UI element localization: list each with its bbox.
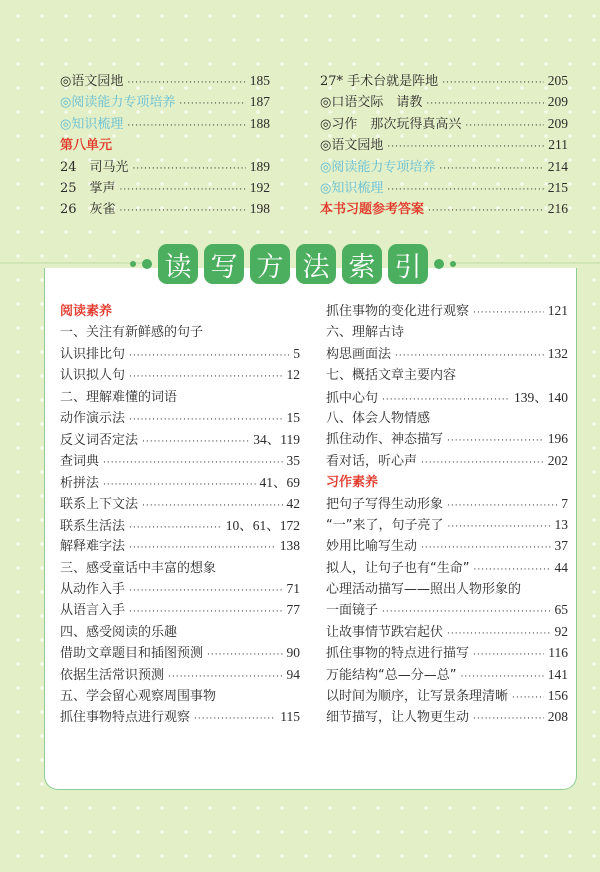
toc-entry[interactable]	[60, 599, 300, 620]
entry-page: 187	[249, 94, 270, 110]
dot-leader	[473, 714, 544, 724]
decorative-dot	[130, 261, 136, 267]
entry-page: 71	[286, 581, 300, 597]
dot-leader	[442, 78, 544, 88]
entry-page: 115	[280, 709, 300, 725]
toc-entry[interactable]	[60, 198, 270, 219]
title-character-tile: 引	[388, 244, 428, 284]
entry-page: 208	[547, 709, 568, 725]
dot-leader	[129, 586, 282, 596]
entry-page: 216	[547, 201, 568, 217]
toc-entry[interactable]	[326, 386, 568, 407]
toc-entry[interactable]	[326, 321, 568, 342]
entry-page: 185	[249, 73, 270, 88]
toc-entry[interactable]	[326, 578, 568, 599]
entry-page: 12	[286, 367, 300, 383]
toc-entry[interactable]	[326, 364, 568, 385]
entry-page: 198	[249, 201, 270, 217]
toc-entry[interactable]	[320, 91, 568, 112]
toc-entry[interactable]	[326, 642, 568, 663]
entry-label: ◎语文园地	[320, 138, 384, 154]
entry-label: 动作演示法	[60, 410, 126, 426]
entry-label: 抓住事物的特点进行描写	[326, 646, 470, 662]
entry-label: ◎语文园地	[60, 74, 124, 89]
entry-page: 44	[554, 559, 568, 575]
entry-page: 132	[547, 345, 568, 361]
toc-entry[interactable]	[326, 685, 568, 706]
dot-leader	[103, 458, 282, 468]
entry-label: 以时间为顺序，让写景条理清晰	[326, 689, 509, 705]
toc-entry[interactable]	[60, 113, 270, 134]
dot-leader	[129, 351, 289, 361]
entry-label: 看对话，听心声	[326, 453, 418, 469]
toc-entry[interactable]	[320, 70, 568, 91]
toc-entry[interactable]	[320, 177, 568, 198]
entry-page: 196	[547, 431, 568, 447]
entry-page: 209	[547, 94, 568, 110]
dot-leader	[127, 78, 245, 88]
toc-entry[interactable]	[326, 706, 568, 727]
entry-label: 联系上下文法	[60, 496, 139, 512]
toc-entry[interactable]	[326, 407, 568, 428]
title-character-tile: 索	[342, 244, 382, 284]
dot-leader	[439, 164, 543, 174]
decorative-dot	[142, 259, 152, 269]
toc-entry[interactable]	[326, 621, 568, 642]
entry-page: 35	[286, 452, 300, 468]
dot-leader	[460, 672, 543, 682]
title-character-tile: 写	[204, 244, 244, 284]
entry-label: 八、体会人物情感	[326, 410, 431, 426]
toc-entry[interactable]	[60, 471, 300, 492]
dot-leader	[207, 650, 282, 660]
toc-entry[interactable]	[326, 535, 568, 556]
entry-label: 习作素养	[326, 475, 379, 491]
toc-column-right	[320, 70, 568, 220]
toc-entry[interactable]	[60, 685, 300, 706]
entry-label: 借助文章题目和插图预测	[60, 646, 204, 662]
toc-entry[interactable]	[60, 428, 300, 449]
decorative-dot	[450, 261, 456, 267]
toc-entry[interactable]	[60, 514, 300, 535]
toc-entry[interactable]	[320, 198, 568, 219]
entry-label: 析拼法	[60, 476, 100, 492]
entry-label: 妙用比喻写生动	[326, 539, 418, 555]
dot-leader	[129, 415, 282, 425]
entry-label: 让故事情节跌宕起伏	[326, 624, 444, 640]
toc-entry[interactable]	[60, 621, 300, 642]
entry-page: 189	[249, 158, 270, 174]
entry-label: 五、学会留心观察周围事物	[60, 689, 217, 705]
dot-leader	[179, 99, 245, 109]
toc-entry[interactable]	[60, 386, 300, 407]
dot-leader	[426, 99, 543, 109]
toc-entry[interactable]	[60, 156, 270, 177]
index-column-left	[60, 300, 300, 728]
toc-entry[interactable]	[60, 177, 270, 198]
entry-page: 42	[286, 495, 300, 511]
entry-label: 反义词否定法	[60, 433, 139, 449]
entry-page: 92	[554, 623, 568, 639]
dot-leader	[168, 672, 282, 682]
toc-entry[interactable]	[60, 706, 300, 727]
entry-page: 37	[554, 538, 568, 554]
dot-leader	[387, 185, 543, 195]
entry-label: 心理活动描写——照出人物形象的	[326, 582, 522, 598]
entry-page: 94	[286, 666, 300, 682]
toc-entry[interactable]	[60, 557, 300, 578]
dot-leader	[421, 543, 550, 553]
entry-page: 211	[548, 137, 568, 153]
toc-column-left	[60, 70, 270, 220]
entry-label: 认识排比句	[60, 346, 126, 362]
dot-leader	[428, 206, 544, 216]
entry-label: 依据生活常识预测	[60, 667, 165, 683]
toc-entry[interactable]	[60, 664, 300, 685]
entry-label: 抓住事物的变化进行观察	[326, 304, 470, 319]
toc-entry[interactable]	[60, 493, 300, 514]
toc-entry[interactable]	[60, 134, 270, 155]
entry-label: 七、概括文章主要内容	[326, 368, 457, 384]
toc-entry[interactable]	[326, 428, 568, 449]
entry-label: 一、关注有新鲜感的句子	[60, 325, 204, 341]
entry-label: 构思画面法	[326, 346, 392, 362]
entry-page: 214	[547, 158, 568, 174]
entry-page: 65	[554, 602, 568, 618]
title-divider-left	[0, 262, 145, 264]
entry-label: 三、感受童话中丰富的想象	[60, 560, 217, 576]
entry-label: 本书习题参考答案	[320, 202, 425, 218]
entry-label: 联系生活法	[60, 518, 126, 534]
dot-leader	[395, 351, 544, 361]
entry-page: 90	[286, 645, 300, 661]
toc-entry[interactable]	[60, 343, 300, 364]
entry-page: 139、140	[514, 389, 568, 405]
entry-page: 205	[547, 73, 568, 88]
toc-entry[interactable]	[326, 514, 568, 535]
entry-label: 查词典	[60, 453, 100, 469]
toc-entry[interactable]	[320, 113, 568, 134]
entry-page: 209	[547, 115, 568, 131]
entry-page: 156	[547, 688, 568, 704]
entry-label: 阅读素养	[60, 304, 113, 319]
entry-page: 215	[547, 179, 568, 195]
toc-entry[interactable]	[60, 535, 300, 556]
dot-leader	[120, 206, 246, 216]
toc-entry[interactable]	[60, 321, 300, 342]
entry-label: 25 掌声	[60, 180, 116, 196]
toc-entry[interactable]	[60, 70, 270, 91]
dot-leader	[447, 501, 557, 511]
dot-leader	[129, 372, 282, 382]
entry-page: 141	[547, 666, 568, 682]
dot-leader	[447, 436, 544, 446]
dot-leader	[127, 121, 245, 131]
dot-leader	[129, 543, 276, 553]
entry-label: 一面镜子	[326, 603, 379, 619]
toc-entry[interactable]	[326, 300, 568, 321]
toc-entry[interactable]	[60, 91, 270, 112]
index-title	[130, 244, 456, 284]
dot-leader	[465, 121, 543, 131]
dot-leader	[142, 501, 282, 511]
entry-label: ◎阅读能力专项培养	[320, 159, 436, 175]
dot-leader	[382, 395, 510, 405]
entry-label: 抓住动作、神态描写	[326, 432, 444, 448]
toc-entry[interactable]	[320, 134, 568, 155]
entry-label: ◎知识梳理	[320, 180, 384, 196]
dot-leader	[129, 607, 282, 617]
method-index	[60, 300, 568, 728]
dot-leader	[512, 693, 544, 703]
toc-entry[interactable]	[60, 578, 300, 599]
toc-entry[interactable]	[326, 599, 568, 620]
entry-label: 解释难字法	[60, 539, 126, 555]
entry-page: 116	[548, 645, 568, 661]
entry-label: 从动作入手	[60, 582, 126, 598]
toc-entry[interactable]	[60, 642, 300, 663]
title-character-tile: 读	[158, 244, 198, 284]
entry-page: 188	[249, 115, 270, 131]
toc-entry[interactable]	[326, 557, 568, 578]
dot-leader	[473, 650, 544, 660]
entry-label: 拟人，让句子也有“生命”	[326, 560, 470, 576]
toc-entry[interactable]	[60, 364, 300, 385]
entry-label: ◎阅读能力专项培养	[60, 95, 176, 111]
entry-page: 5	[293, 345, 300, 361]
title-divider-right	[456, 262, 600, 264]
entry-label: 认识拟人句	[60, 368, 126, 384]
dot-leader	[447, 629, 550, 639]
entry-page: 34、119	[253, 432, 300, 448]
entry-label: 第八单元	[60, 138, 113, 154]
entry-label: ◎口语交际 请教	[320, 95, 423, 111]
entry-label: 把句子写得生动形象	[326, 496, 444, 512]
dot-leader	[120, 185, 246, 195]
entry-page: 10、61、172	[225, 517, 300, 533]
dot-leader	[447, 522, 550, 532]
entry-page: 77	[286, 602, 300, 618]
index-column-right	[326, 300, 568, 728]
entry-page: 13	[554, 516, 568, 532]
title-character-tile: 法	[296, 244, 336, 284]
dot-leader	[382, 607, 550, 617]
entry-label: ◎知识梳理	[60, 116, 124, 132]
entry-label: 从语言入手	[60, 603, 126, 619]
dot-leader	[387, 142, 544, 152]
entry-page: 15	[286, 409, 300, 425]
entry-label: 细节描写，让人物更生动	[326, 710, 470, 726]
toc-entry[interactable]	[326, 664, 568, 685]
entry-page: 121	[547, 303, 568, 318]
entry-label: “一”来了，句子亮了	[326, 517, 444, 533]
table-of-contents	[60, 70, 568, 220]
entry-label: 27* 手术台就是阵地	[320, 74, 439, 89]
toc-entry[interactable]	[60, 450, 300, 471]
entry-label: 抓中心句	[326, 390, 379, 406]
entry-page: 138	[279, 538, 300, 554]
toc-entry[interactable]	[320, 156, 568, 177]
dot-leader	[194, 714, 276, 724]
toc-entry[interactable]	[326, 493, 568, 514]
dot-leader	[103, 480, 255, 490]
entry-label: 抓住事物特点进行观察	[60, 710, 191, 726]
entry-page: 192	[249, 179, 270, 195]
toc-entry[interactable]	[60, 407, 300, 428]
toc-entry[interactable]	[326, 471, 568, 492]
toc-entry[interactable]	[60, 300, 300, 321]
dot-leader	[129, 523, 222, 533]
entry-label: ◎习作 那次玩得真高兴	[320, 116, 462, 132]
entry-label: 24 司马光	[60, 159, 129, 175]
dot-leader	[473, 565, 550, 575]
dot-leader	[142, 437, 249, 447]
entry-label: 四、感受阅读的乐趣	[60, 624, 178, 640]
entry-page: 202	[547, 452, 568, 468]
dot-leader	[133, 164, 246, 174]
dot-leader	[421, 458, 544, 468]
dot-leader	[473, 308, 544, 318]
entry-label: 26 灰雀	[60, 202, 116, 218]
toc-entry[interactable]	[326, 343, 568, 364]
entry-page: 41、69	[259, 475, 300, 491]
toc-entry[interactable]	[326, 450, 568, 471]
title-character-tile: 方	[250, 244, 290, 284]
entry-label: 二、理解难懂的词语	[60, 389, 178, 405]
entry-label: 六、理解古诗	[326, 325, 405, 341]
decorative-dot	[434, 259, 444, 269]
entry-label: 万能结构“总—分—总”	[326, 667, 457, 683]
entry-page: 7	[561, 495, 568, 511]
